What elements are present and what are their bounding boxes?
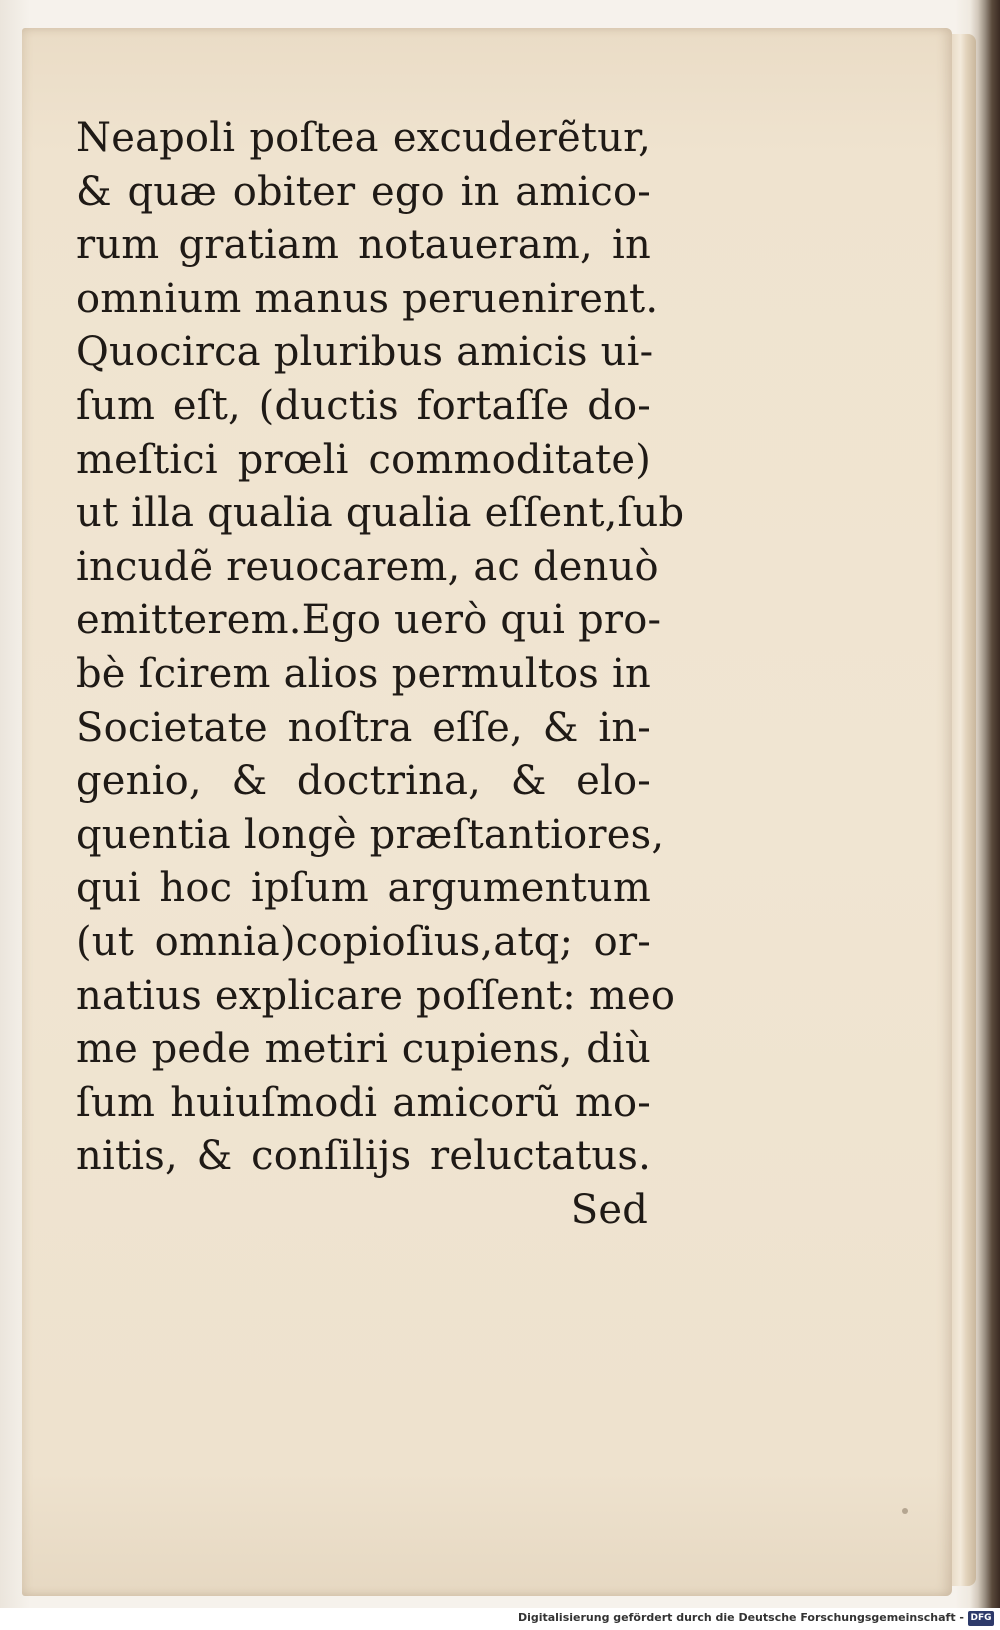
page-text bbox=[76, 112, 685, 1237]
text-line: qui hoc ipſum argumentum bbox=[76, 865, 651, 912]
text-line: genio, & doctrina, & elo- bbox=[76, 758, 651, 805]
text-line: incudẽ reuocarem, ac denuò bbox=[76, 543, 659, 590]
funding-credit: Digitalisierung gefördert durch die Deutsche Forschungsgemeinschaft - bbox=[517, 1611, 964, 1624]
text-line: ut illa qualia qualia eſſent,ſub bbox=[76, 490, 685, 537]
text-line: bè ſcirem alios permultos in bbox=[76, 650, 651, 697]
text-line: natius explicare poſſent: meo bbox=[76, 972, 676, 1019]
text-line: Societate noſtra eſſe, & in- bbox=[76, 704, 651, 751]
text-line: emitterem.Ego uerò qui pro- bbox=[76, 597, 662, 644]
text-line: quentia longè præſtantiores, bbox=[76, 811, 665, 858]
text-line: nitis, & conſilijs reluctatus. bbox=[76, 1133, 651, 1180]
text-line: & quæ obiter ego in amico- bbox=[76, 168, 651, 215]
ink-spot bbox=[902, 1508, 908, 1514]
page-edge bbox=[952, 34, 976, 1586]
dfg-logo: DFG bbox=[968, 1611, 994, 1626]
text-line: (ut omnia)copioſius,atq; or- bbox=[76, 918, 651, 965]
text-line: ſum eſt, (ductis fortaſſe do- bbox=[76, 382, 651, 429]
text-line: meſtici prœli commoditate) bbox=[76, 436, 651, 483]
text-line: rum gratiam notaueram, in bbox=[76, 222, 651, 269]
text-line: omnium manus peruenirent. bbox=[76, 275, 659, 322]
text-line: Neapoli poſtea excuderẽtur, bbox=[76, 115, 651, 161]
digitization-footer bbox=[0, 1608, 1000, 1630]
text-line: Quocirca pluribus amicis ui- bbox=[76, 329, 654, 376]
catchword: Sed bbox=[570, 1186, 648, 1233]
text-line: me pede metiri cupiens, diù bbox=[76, 1026, 651, 1073]
text-line: ſum huiuſmodi amicorũ mo- bbox=[76, 1079, 651, 1126]
